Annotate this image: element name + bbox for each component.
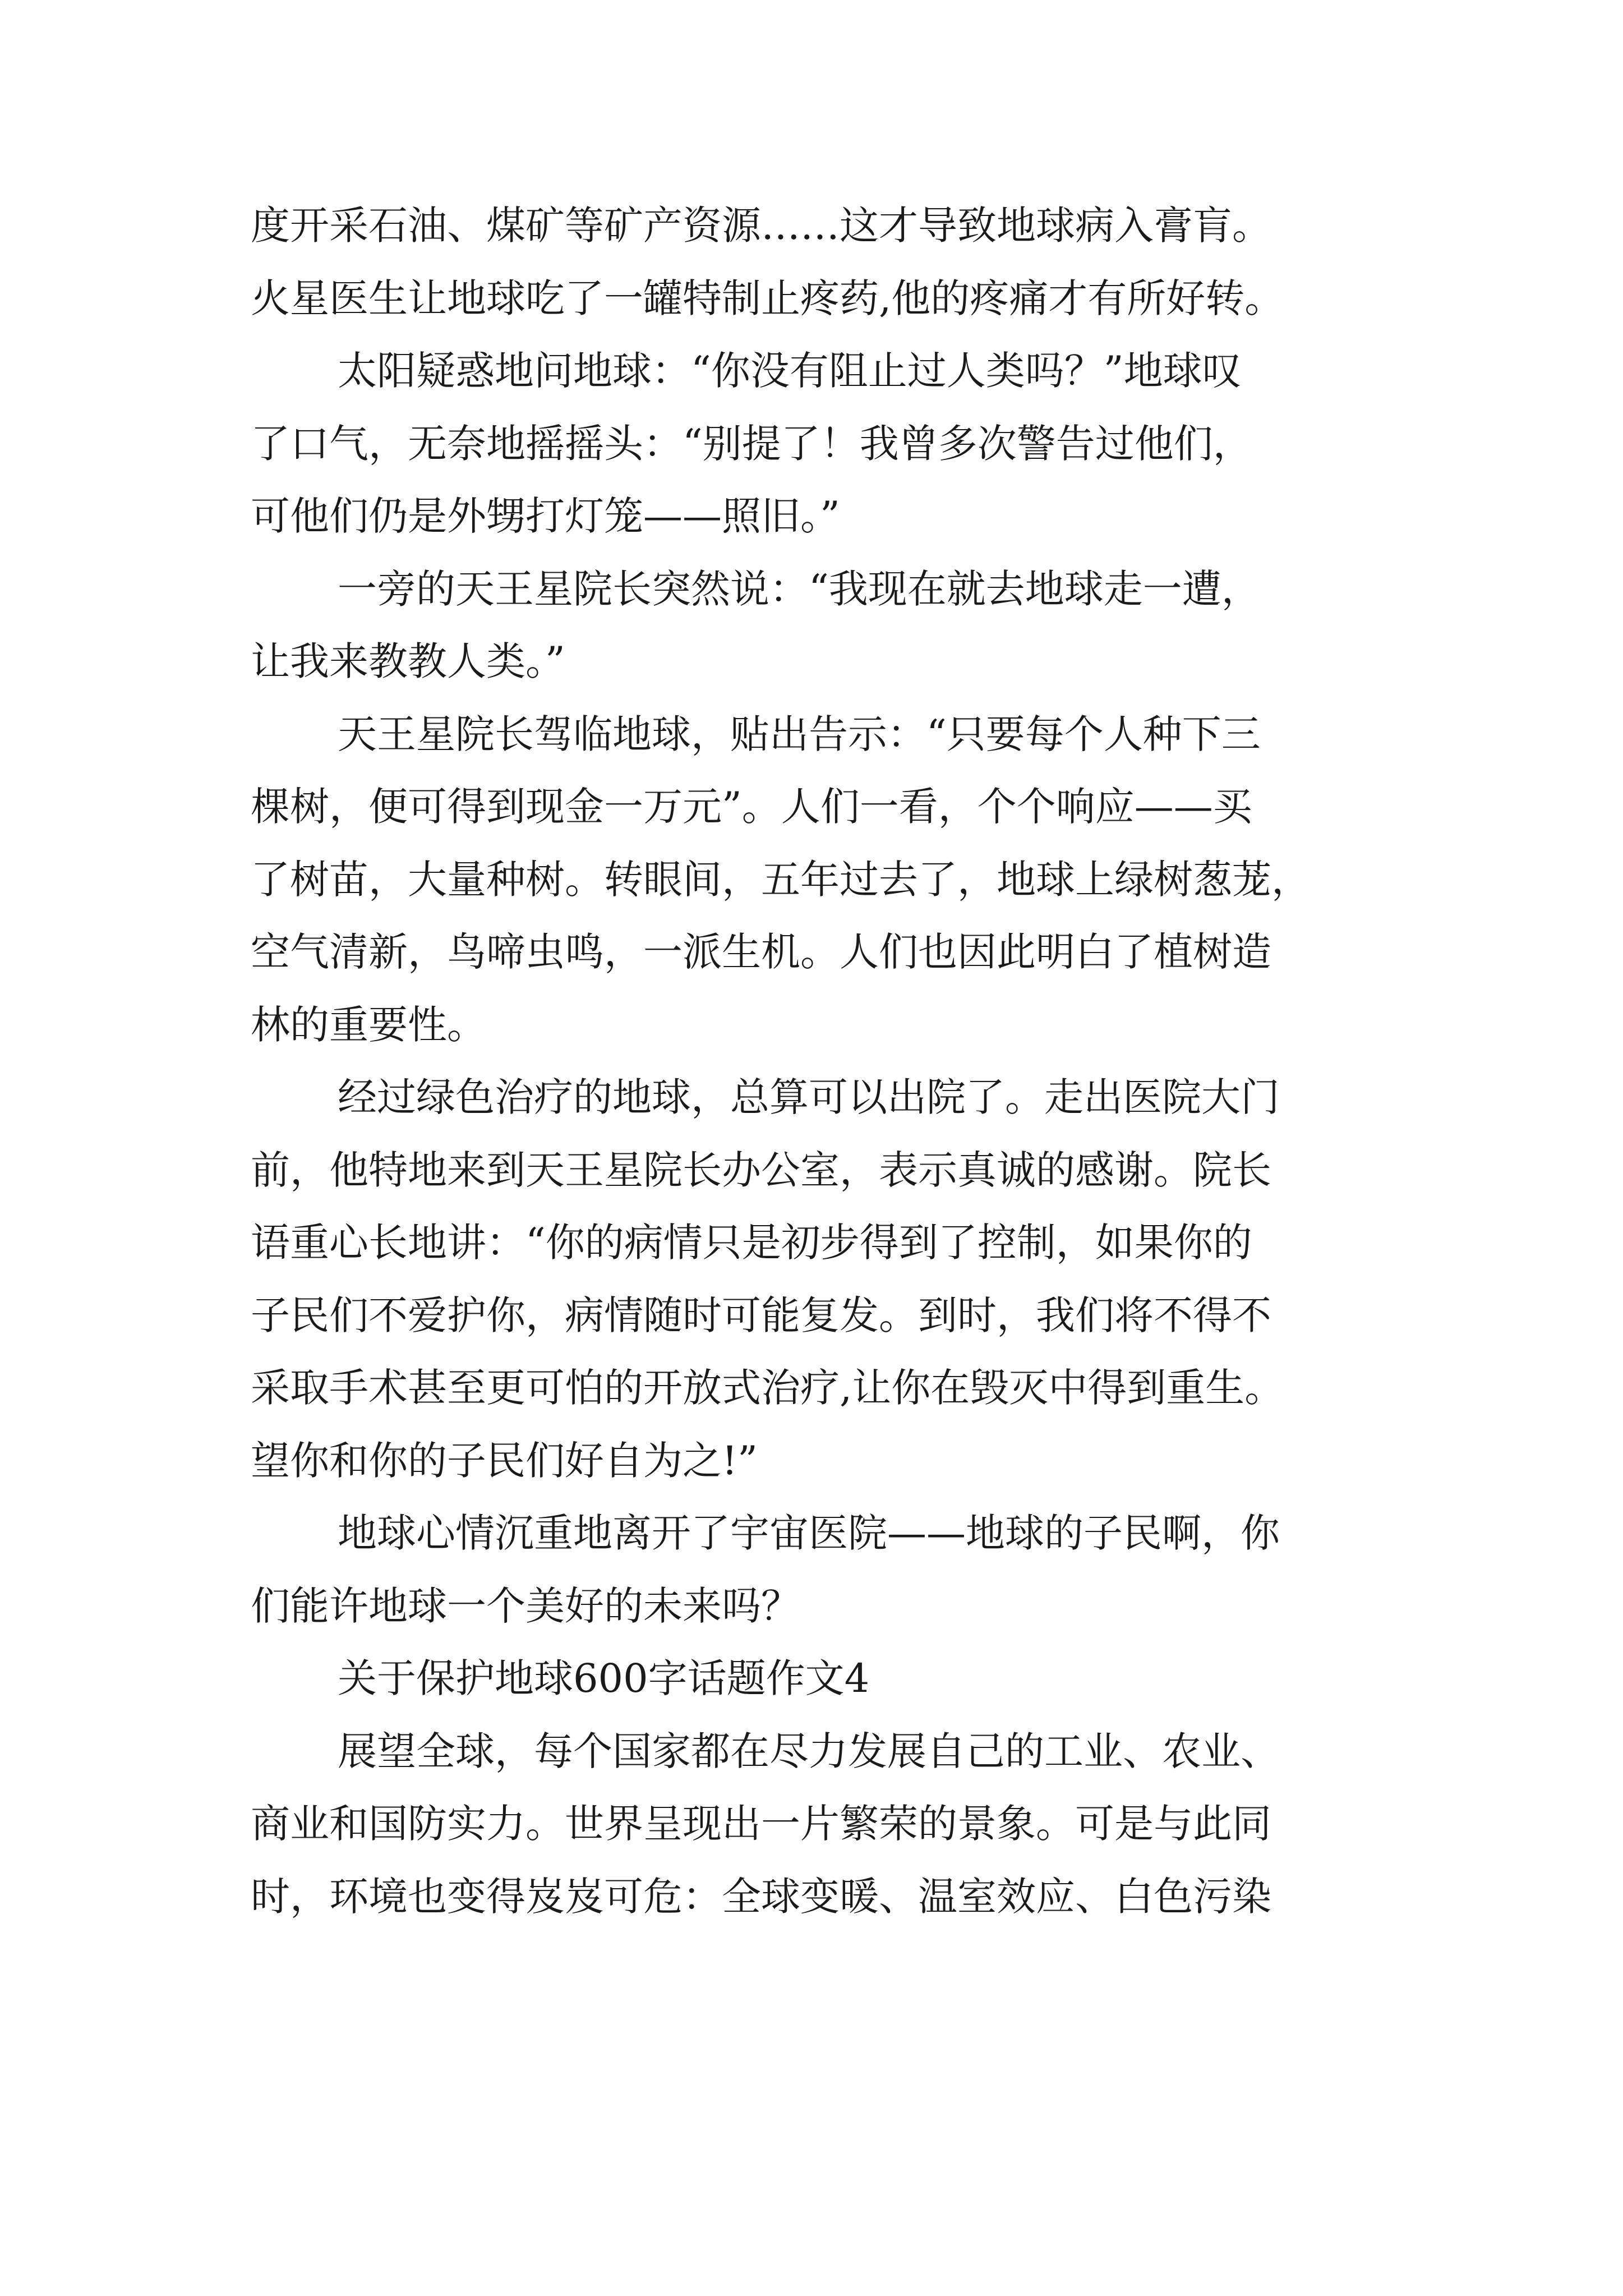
- text-line: 望你和你的子民们好自为之!”: [251, 1438, 758, 1484]
- paragraph-start: 展望全球，每个国家都在尽力发展自己的工业、农业、: [338, 1728, 1280, 1774]
- text-line: 时，环境也变得岌岌可危：全球变暖、温室效应、白色污染: [251, 1874, 1271, 1920]
- text-line: 们能许地球一个美好的未来吗？: [251, 1583, 800, 1629]
- text-line: 了树苗，大量种树。转眼间，五年过去了，地球上绿树葱茏，: [251, 857, 1311, 903]
- text-line: 让我来教教人类。”: [251, 638, 565, 684]
- text-line: 棵树，便可得到现金一万元”。人们一看，个个响应——买: [251, 784, 1252, 830]
- paragraph-start: 地球心情沉重地离开了宇宙医院——地球的子民啊，你: [338, 1510, 1280, 1556]
- section-heading: 关于保护地球600字话题作文4: [338, 1655, 870, 1701]
- text-line: 子民们不爱护你，病情随时可能复发。到时，我们将不得不: [251, 1292, 1271, 1338]
- text-line: 火星医生让地球吃了一罐特制止疼药,他的疼痛才有所好转。: [251, 275, 1284, 321]
- paragraph-start: 经过绿色治疗的地球，总算可以出院了。走出医院大门: [338, 1074, 1280, 1120]
- text-line: 前，他特地来到天王星院长办公室，表示真诚的感谢。院长: [251, 1147, 1271, 1193]
- text-line: 商业和国防实力。世界呈现出一片繁荣的景象。可是与此同: [251, 1801, 1271, 1847]
- paragraph-start: 太阳疑惑地问地球：“你没有阻止过人类吗？”地球叹: [338, 348, 1242, 394]
- text-line: 度开采石油、煤矿等矿产资源……这才导致地球病入膏肓。: [251, 203, 1271, 249]
- text-line: 语重心长地讲：“你的病情只是初步得到了控制，如果你的: [251, 1220, 1252, 1266]
- text-line: 林的重要性。: [251, 1002, 486, 1048]
- text-line: 了口气，无奈地摇摇头：“别提了！我曾多次警告过他们，: [251, 421, 1252, 467]
- text-line: 空气清新，鸟啼虫鸣，一派生机。人们也因此明白了植树造: [251, 929, 1271, 975]
- text-line: 可他们仍是外甥打灯笼——照旧。”: [251, 493, 840, 539]
- paragraph-start: 一旁的天王星院长突然说：“我现在就去地球走一遭，: [338, 566, 1261, 612]
- text-line: 采取手术甚至更可怕的开放式治疗,让你在毁灭中得到重生。: [251, 1365, 1284, 1411]
- paragraph-start: 天王星院长驾临地球，贴出告示：“只要每个人种下三: [338, 711, 1261, 757]
